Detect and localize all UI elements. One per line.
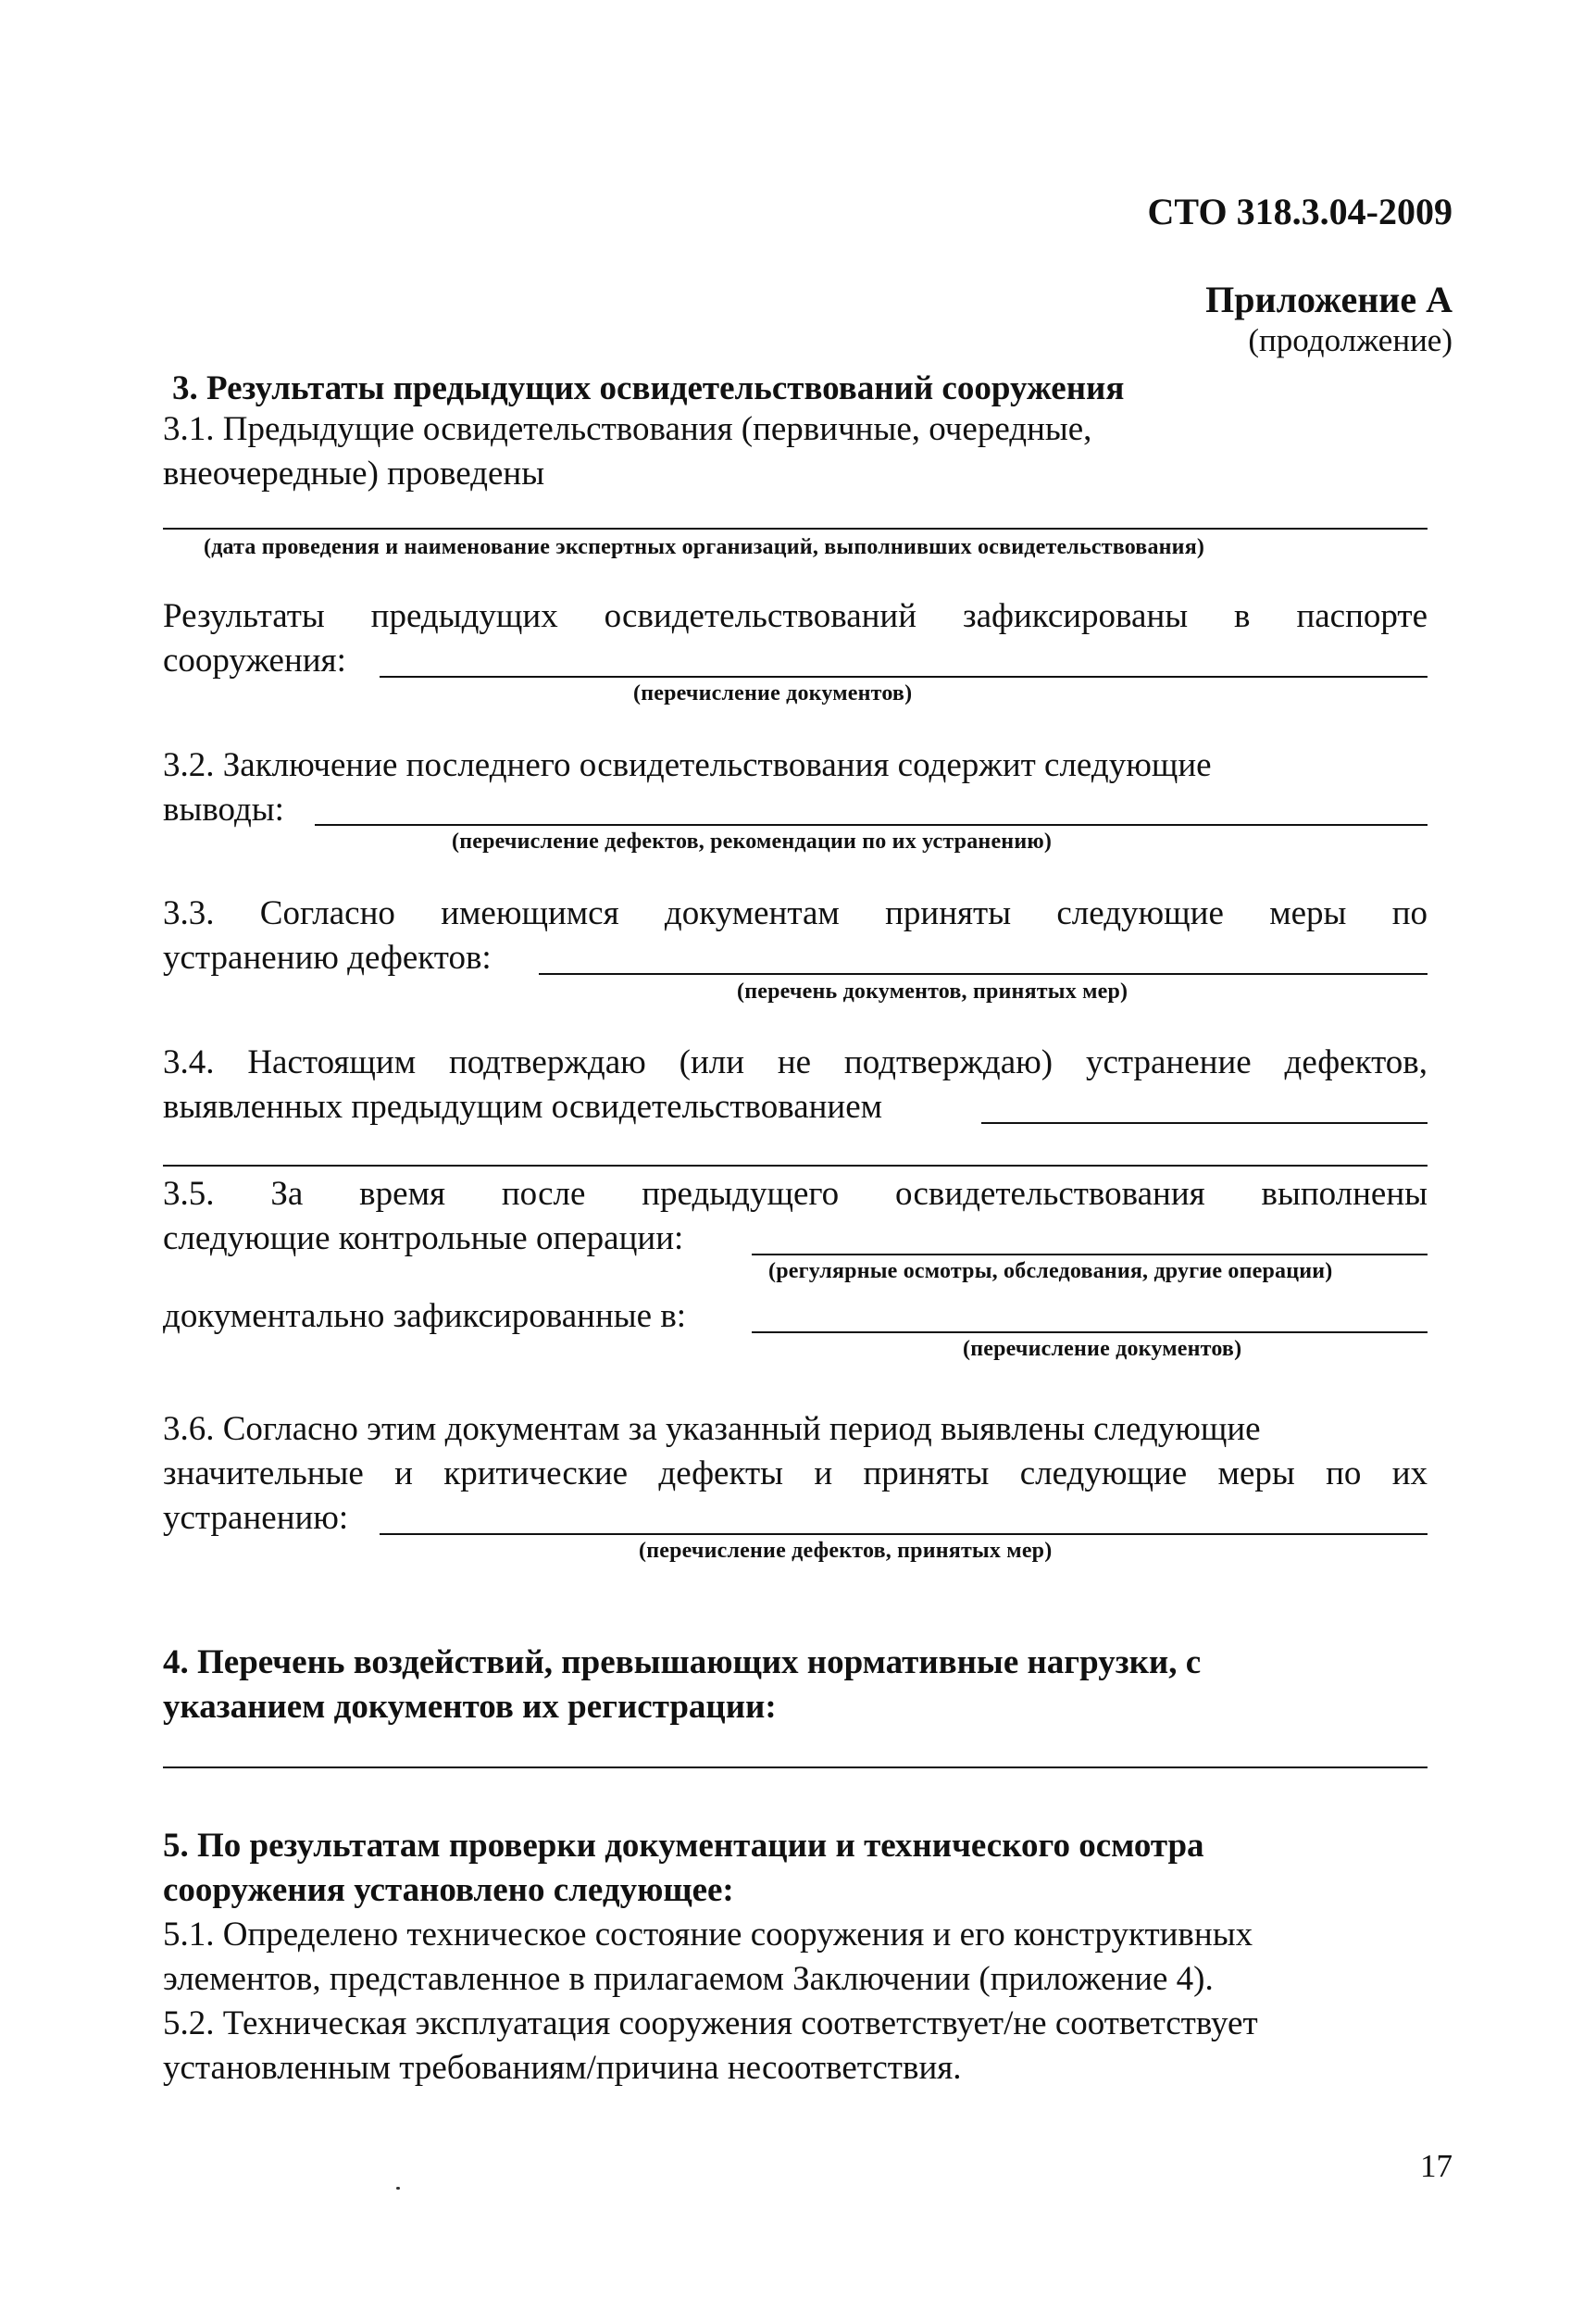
fill-line-3-3: [539, 973, 1428, 975]
paragraph-3-1-line-2: внеочередные) проведены: [163, 455, 545, 493]
fill-line-results: [380, 676, 1428, 678]
paragraph-3-4-line-1: 3.4. Настоящим подтверждаю (или не подтверждаю) устранение дефектов,: [163, 1043, 1428, 1081]
paragraph-5-2-line-1: 5.2. Техническая эксплуатация сооружения соответствует/не соответствует: [163, 2004, 1258, 2042]
paragraph-3-6-line-3: устранению:: [163, 1499, 349, 1537]
paragraph-3-2-line-2: выводы:: [163, 791, 284, 829]
paragraph-3-2-line-1: 3.2. Заключение последнего освидетельствования содержит следующие: [163, 746, 1212, 784]
fill-line-4: [163, 1766, 1428, 1768]
fill-line-3-6: [380, 1533, 1428, 1535]
paragraph-5-2-line-2: установленным требованиям/причина несоответствия.: [163, 2049, 962, 2087]
caption-3-6: (перечисление дефектов, принятых мер): [639, 1539, 1053, 1563]
scan-speck: [396, 2187, 400, 2190]
paragraph-5-1-line-1: 5.1. Определено техническое состояние сооружения и его конструктивных: [163, 1916, 1253, 1954]
caption-3-5a: (регулярные осмотры, обследования, другие операции): [768, 1259, 1333, 1283]
paragraph-3-6-line-1: 3.6. Согласно этим документам за указанный период выявлены следующие: [163, 1410, 1261, 1448]
section-4-title-line-2: указанием документов их регистрации:: [163, 1688, 777, 1726]
appendix-subtitle: (продолжение): [1248, 322, 1453, 358]
caption-3-2: (перечисление дефектов, рекомендации по их устранению): [452, 830, 1053, 854]
fill-line-3-4b: [163, 1165, 1428, 1167]
fill-line-3-2: [315, 824, 1428, 826]
paragraph-3-5-line-2: следующие контрольные операции:: [163, 1219, 684, 1257]
appendix-title: Приложение А: [1205, 279, 1453, 320]
paragraph-3-3-line-1: 3.3. Согласно имеющимся документам приняты следующие меры по: [163, 894, 1428, 932]
paragraph-3-4-line-2: выявленных предыдущим освидетельствованием: [163, 1088, 883, 1126]
document-code: СТО 318.3.04-2009: [1147, 191, 1453, 232]
paragraph-5-1-line-2: элементов, представленное в прилагаемом Заключении (приложение 4).: [163, 1960, 1214, 1998]
fill-line-3-1: [163, 528, 1428, 530]
section-3-title: 3. Результаты предыдущих освидетельствований сооружения: [172, 369, 1125, 407]
paragraph-3-1-line-1: 3.1. Предыдущие освидетельствования (первичные, очередные,: [163, 410, 1092, 448]
caption-3-3: (перечень документов, принятых мер): [737, 980, 1128, 1004]
fill-line-3-4a: [981, 1122, 1428, 1124]
paragraph-3-5-line-3: документально зафиксированные в:: [163, 1297, 687, 1335]
fill-line-3-5a: [752, 1254, 1428, 1255]
caption-3-5b: (перечисление документов): [963, 1337, 1242, 1361]
results-line-2: сооружения:: [163, 642, 346, 680]
fill-line-3-5b: [752, 1331, 1428, 1333]
caption-3-1: (дата проведения и наименование экспертных организаций, выполнивших освидетельствования): [204, 535, 1205, 559]
section-4-title-line-1: 4. Перечень воздействий, превышающих нормативные нагрузки, с: [163, 1643, 1202, 1681]
section-5-title-line-1: 5. По результатам проверки документации и технического осмотра: [163, 1827, 1204, 1865]
caption-results: (перечисление документов): [633, 681, 913, 705]
page-number: 17: [1420, 2148, 1453, 2184]
results-line-1: Результаты предыдущих освидетельствований зафиксированы в паспорте: [163, 597, 1428, 635]
section-5-title-line-2: сооружения установлено следующее:: [163, 1871, 734, 1909]
paragraph-3-3-line-2: устранению дефектов:: [163, 939, 492, 977]
paragraph-3-6-line-2: значительные и критические дефекты и приняты следующие меры по их: [163, 1454, 1428, 1492]
paragraph-3-5-line-1: 3.5. За время после предыдущего освидетельствования выполнены: [163, 1175, 1428, 1213]
